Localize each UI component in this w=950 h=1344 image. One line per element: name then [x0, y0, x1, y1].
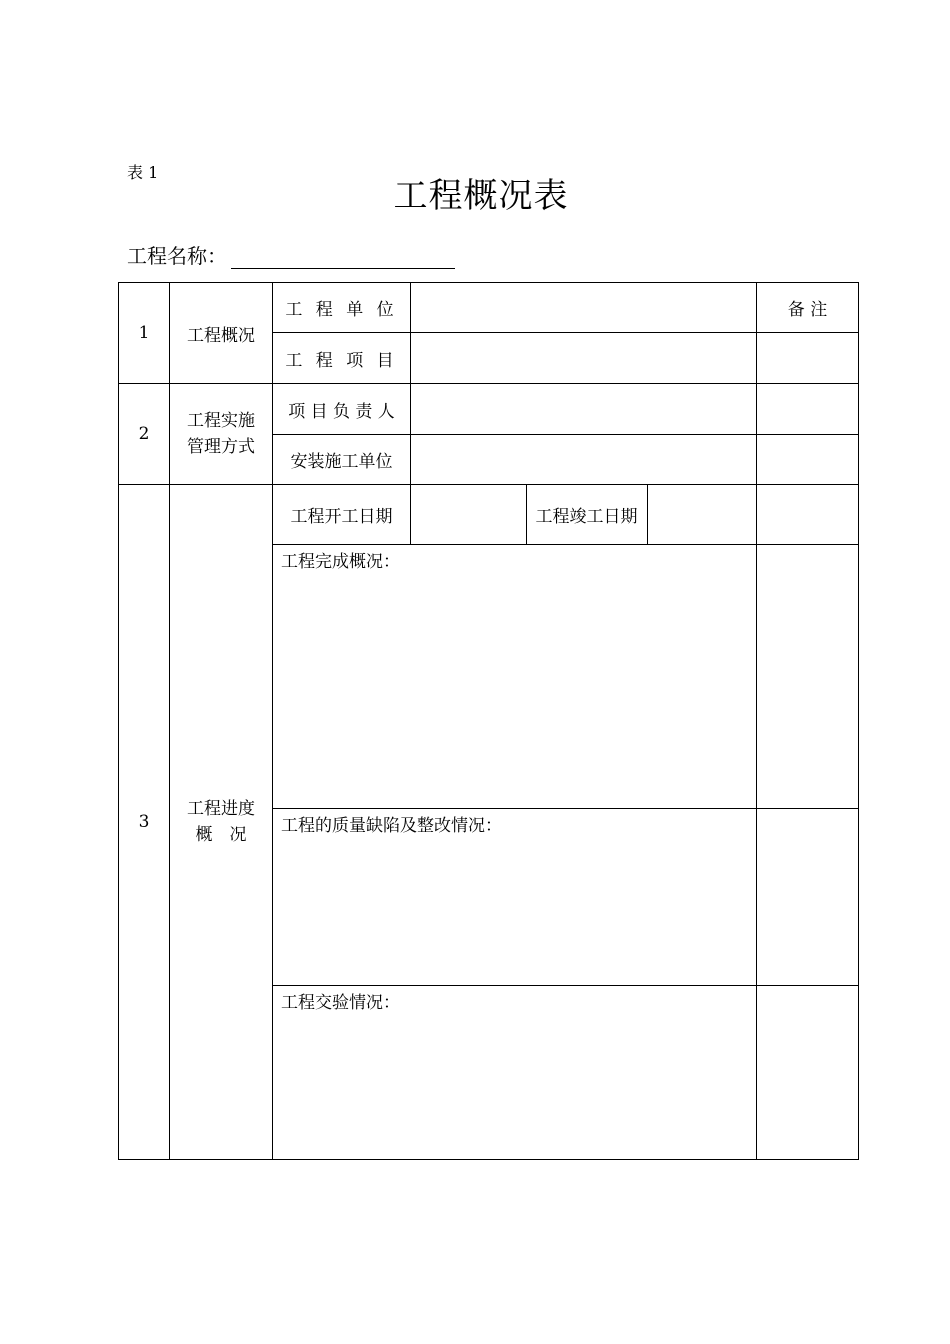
label-manager: 项 目 负 责 人 — [273, 384, 411, 435]
page-title: 工程概况表 — [393, 176, 569, 216]
row-1-section: 工程概况 — [170, 283, 273, 384]
remark-completion[interactable] — [757, 545, 859, 809]
row-3-number: 3 — [119, 485, 170, 1160]
quality-area[interactable] — [273, 809, 757, 986]
remark-installer[interactable] — [757, 435, 859, 485]
acceptance-area[interactable] — [273, 986, 757, 1160]
project-name-label: 工程名称： — [127, 244, 227, 268]
field-manager[interactable] — [411, 384, 757, 435]
completion-area[interactable] — [273, 545, 757, 809]
project-name-row — [127, 240, 455, 269]
row-3-section-line1: 工程进度 — [187, 799, 255, 819]
label-end-date: 工程竣工日期 — [526, 485, 647, 544]
row-3-section — [170, 485, 273, 1160]
row-2-section-line1: 工程实施 — [187, 411, 255, 431]
label-installer: 安装施工单位 — [273, 435, 411, 485]
acceptance-label: 工程交验情况： — [281, 993, 400, 1013]
field-start-date[interactable] — [411, 485, 526, 544]
label-unit: 工 程 单 位 — [273, 283, 411, 333]
label-remark: 备 注 — [757, 283, 859, 333]
field-end-date[interactable] — [647, 485, 757, 544]
row-2-section — [170, 384, 273, 485]
completion-label: 工程完成概况： — [281, 552, 400, 572]
remark-project[interactable] — [757, 333, 859, 384]
dates-inner-table — [411, 485, 757, 544]
row-3-section-line2: 概 况 — [195, 825, 247, 845]
quality-label: 工程的质量缺陷及整改情况： — [281, 816, 502, 836]
remark-acceptance[interactable] — [757, 986, 859, 1160]
row-1-number: 1 — [119, 283, 170, 384]
remark-dates[interactable] — [757, 485, 859, 545]
field-installer[interactable] — [411, 435, 757, 485]
remark-quality[interactable] — [757, 809, 859, 986]
table-number: 表 1 — [127, 163, 159, 182]
row-2-number: 2 — [119, 384, 170, 485]
field-unit[interactable] — [411, 283, 757, 333]
field-project[interactable] — [411, 333, 757, 384]
remark-manager[interactable] — [757, 384, 859, 435]
row-2-section-line2: 管理方式 — [187, 437, 255, 457]
label-start-date: 工程开工日期 — [273, 485, 411, 545]
dates-cell — [411, 485, 757, 545]
label-project: 工 程 项 目 — [273, 333, 411, 384]
project-name-field[interactable] — [231, 240, 455, 269]
project-overview-table — [118, 282, 859, 1160]
